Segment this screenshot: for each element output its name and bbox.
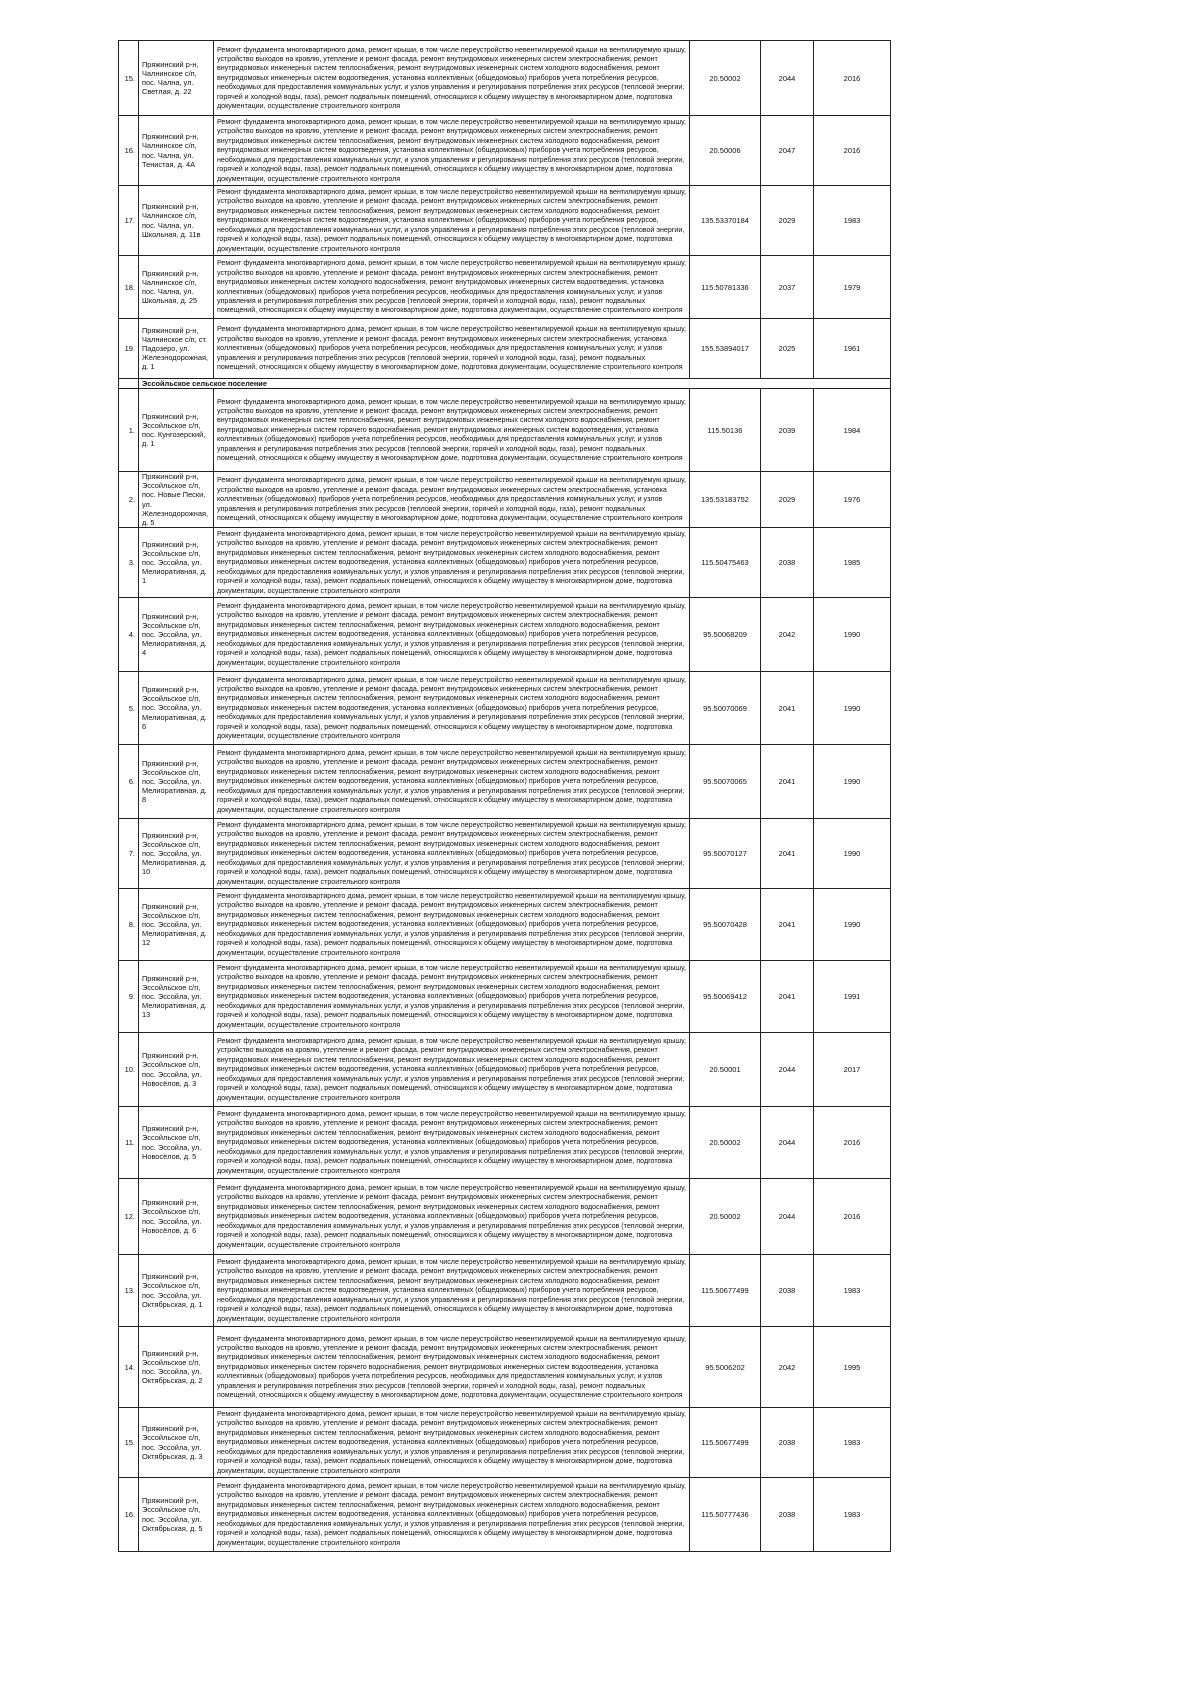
row-cost: 115.50677499 bbox=[690, 1255, 761, 1327]
row-year-built: 1990 bbox=[814, 672, 891, 745]
work-text: Ремонт фундамента многоквартирного дома, ремонт крыши, в том числе переустройство невентилируемой крыши на вентилируемую крышу, устройство выходов на кровлю, утепление и ремонт фасада, ремонт внутридомовых инженерных систем электроснабжения, ремонт внутридомовых инженерных систем теплоснабжения, ремонт внутридомовых инженерных систем холодного водоснабжения, ремонт внутридомовых инженерных систем водоотведения, установка коллективных (общедомовых) приборов учета потребления ресурсов, необходимых для предоставления коммунальных услуг, и узлов управления и регулирования потребления этих ресурсов (тепловой энергии, горячей и холодной воды, газа), ремонт подвальных помещений, относящихся к общему имуществу в многоквартирном доме, подготовка документации, осуществление строительного контроля bbox=[217, 1258, 686, 1323]
work-text: Ремонт фундамента многоквартирного дома, ремонт крыши, в том числе переустройство невентилируемой крыши на вентилируемую крышу, устройство выходов на кровлю, утепление и ремонт фасада, ремонт внутридомовых инженерных систем электроснабжения, ремонт внутридомовых инженерных систем теплоснабжения, ремонт внутридомовых инженерных систем холодного водоснабжения, ремонт внутридомовых инженерных систем горячего водоснабжения, ремонт внутридомовых инженерных систем водоотведения, установка коллективных (общедомовых) приборов учета потребления ресурсов, необходимых для предоставления коммунальных услуг, и узлов управления и регулирования потребления этих ресурсов (тепловой энергии, горячей и холодной воды, газа), ремонт подвальных помещений, относящихся к общему имуществу в многоквартирном доме, подготовка документации, осуществление строительного контроля bbox=[217, 397, 686, 463]
row-work-description bbox=[214, 1327, 690, 1408]
table-row bbox=[119, 819, 891, 889]
row-address: Пряжинский р-н, Эссойльское с/п, пос. Кунгозерский, д. 1 bbox=[139, 389, 214, 472]
row-year-built: 2017 bbox=[814, 1033, 891, 1107]
row-year-built: 2016 bbox=[814, 1179, 891, 1255]
row-address: Пряжинский р-н, Эссойльское с/п, пос. Эссойла, ул. Новосёлов, д. 3 bbox=[139, 1033, 214, 1107]
row-number: 15. bbox=[119, 1408, 139, 1478]
row-work-description bbox=[214, 598, 690, 672]
row-number: 10. bbox=[119, 1033, 139, 1107]
row-number: 17. bbox=[119, 186, 139, 256]
row-address: Пряжинский р-н, Эссойльское с/п, пос. Эссойла, ул. Мелиоративная, д. 1 bbox=[139, 528, 214, 598]
table-row bbox=[119, 116, 891, 186]
work-text: Ремонт фундамента многоквартирного дома, ремонт крыши, в том числе переустройство невентилируемой крыши на вентилируемую крышу, устройство выходов на кровлю, утепление и ремонт фасада, ремонт внутридомовых инженерных систем электроснабжения, ремонт внутридомовых инженерных систем теплоснабжения, ремонт внутридомовых инженерных систем холодного водоснабжения, ремонт внутридомовых инженерных систем водоотведения, установка коллективных (общедомовых) приборов учета потребления ресурсов, необходимых для предоставления коммунальных услуг, и узлов управления и регулирования потребления этих ресурсов (тепловой энергии, горячей и холодной воды, газа), ремонт подвальных помещений, относящихся к общему имуществу в многоквартирном доме, подготовка документации, осуществление строительного контроля bbox=[217, 749, 686, 814]
table-row bbox=[119, 598, 891, 672]
row-number: 16. bbox=[119, 1478, 139, 1552]
row-work-description bbox=[214, 186, 690, 256]
row-cost: 95.50068209 bbox=[690, 598, 761, 672]
row-cost: 115.50677499 bbox=[690, 1408, 761, 1478]
row-address: Пряжинский р-н, Чалнинское с/п, пос. Чална, ул. Школьная, д. 25 bbox=[139, 256, 214, 319]
table-row bbox=[119, 1327, 891, 1408]
row-year-built: 1976 bbox=[814, 472, 891, 528]
work-text: Ремонт фундамента многоквартирного дома, ремонт крыши, в том числе переустройство невентилируемой крыши на вентилируемую крышу, устройство выходов на кровлю, утепление и ремонт фасада, ремонт внутридомовых инженерных систем электроснабжения, ремонт внутридомовых инженерных систем теплоснабжения, ремонт внутридомовых инженерных систем холодного водоснабжения, ремонт внутридомовых инженерных систем горячего водоснабжения, ремонт внутридомовых инженерных систем водоотведения, установка коллективных (общедомовых) приборов учета потребления ресурсов, необходимых для предоставления коммунальных услуг, и узлов управления и регулирования потребления этих ресурсов (тепловой энергии, горячей и холодной воды, газа), ремонт подвальных помещений, относящихся к общему имуществу в многоквартирном доме, подготовка документации, осуществление строительного контроля bbox=[217, 1334, 686, 1400]
row-work-description bbox=[214, 1179, 690, 1255]
row-work-description bbox=[214, 1033, 690, 1107]
row-cost: 20.50006 bbox=[690, 116, 761, 186]
row-number: 3. bbox=[119, 528, 139, 598]
row-year-built: 1991 bbox=[814, 961, 891, 1033]
row-work-description bbox=[214, 889, 690, 961]
row-work-description bbox=[214, 961, 690, 1033]
row-cost: 115.50475463 bbox=[690, 528, 761, 598]
row-address: Пряжинский р-н, Эссойльское с/п, пос. Эссойла, ул. Мелиоративная, д. 6 bbox=[139, 672, 214, 745]
row-year-built: 1995 bbox=[814, 1327, 891, 1408]
row-year-plan: 2044 bbox=[761, 1179, 814, 1255]
row-cost: 95.50070428 bbox=[690, 889, 761, 961]
table-row bbox=[119, 1408, 891, 1478]
row-cost: 95.50070127 bbox=[690, 819, 761, 889]
row-year-plan: 2038 bbox=[761, 1255, 814, 1327]
table-row bbox=[119, 745, 891, 819]
row-work-description bbox=[214, 41, 690, 116]
work-text: Ремонт фундамента многоквартирного дома, ремонт крыши, в том числе переустройство невентилируемой крыши на вентилируемую крышу, устройство выходов на кровлю, утепление и ремонт фасада, ремонт внутридомовых инженерных систем электроснабжения, ремонт внутридомовых инженерных систем теплоснабжения, ремонт внутридомовых инженерных систем холодного водоснабжения, ремонт внутридомовых инженерных систем водоотведения, установка коллективных (общедомовых) приборов учета потребления ресурсов, необходимых для предоставления коммунальных услуг, и узлов управления и регулирования потребления этих ресурсов (тепловой энергии, горячей и холодной воды, газа), ремонт подвальных помещений, относящихся к общему имуществу в многоквартирном доме, подготовка документации, осуществление строительного контроля bbox=[217, 530, 686, 595]
work-text: Ремонт фундамента многоквартирного дома, ремонт крыши, в том числе переустройство невентилируемой крыши на вентилируемую крышу, устройство выходов на кровлю, утепление и ремонт фасада, ремонт внутридомовых инженерных систем электроснабжения, ремонт внутридомовых инженерных систем холодного водоснабжения, ремонт внутридомовых инженерных систем водоотведения, установка коллективных (общедомовых) приборов учета потребления ресурсов, необходимых для предоставления коммунальных услуг, и узлов управления и регулирования потребления этих ресурсов (тепловой энергии, горячей и холодной воды, газа), ремонт подвальных помещений, относящихся к общему имуществу в многоквартирном доме, подготовка документации, осуществление строительного контроля bbox=[217, 259, 686, 315]
row-number: 2. bbox=[119, 472, 139, 528]
row-address: Пряжинский р-н, Эссойльское с/п, пос. Эссойла, ул. Октябрьская, д. 2 bbox=[139, 1327, 214, 1408]
work-text: Ремонт фундамента многоквартирного дома, ремонт крыши, в том числе переустройство невентилируемой крыши на вентилируемую крышу, устройство выходов на кровлю, утепление и ремонт фасада, ремонт внутридомовых инженерных систем электроснабжения, ремонт внутридомовых инженерных систем теплоснабжения, ремонт внутридомовых инженерных систем холодного водоснабжения, ремонт внутридомовых инженерных систем водоотведения, установка коллективных (общедомовых) приборов учета потребления ресурсов, необходимых для предоставления коммунальных услуг, и узлов управления и регулирования потребления этих ресурсов (тепловой энергии, горячей и холодной воды, газа), ремонт подвальных помещений, относящихся к общему имуществу в многоквартирном доме, подготовка документации, осуществление строительного контроля bbox=[217, 821, 686, 886]
table-row bbox=[119, 1107, 891, 1179]
row-work-description bbox=[214, 472, 690, 528]
work-text: Ремонт фундамента многоквартирного дома, ремонт крыши, в том числе переустройство невентилируемой крыши на вентилируемую крышу, устройство выходов на кровлю, утепление и ремонт фасада, ремонт внутридомовых инженерных систем электроснабжения, ремонт внутридомовых инженерных систем теплоснабжения, ремонт внутридомовых инженерных систем холодного водоснабжения, ремонт внутридомовых инженерных систем водоотведения, установка коллективных (общедомовых) приборов учета потребления ресурсов, необходимых для предоставления коммунальных услуг, и узлов управления и регулирования потребления этих ресурсов (тепловой энергии, горячей и холодной воды, газа), ремонт подвальных помещений, относящихся к общему имуществу в многоквартирном доме, подготовка документации, осуществление строительного контроля bbox=[217, 45, 686, 111]
row-cost: 155.53894017 bbox=[690, 319, 761, 379]
row-work-description bbox=[214, 1107, 690, 1179]
row-year-built: 1979 bbox=[814, 256, 891, 319]
row-year-plan: 2038 bbox=[761, 1408, 814, 1478]
row-address: Пряжинский р-н, Эссойльское с/п, пос. Эссойла, ул. Октябрьская, д. 1 bbox=[139, 1255, 214, 1327]
table-row bbox=[119, 41, 891, 116]
row-number: 19. bbox=[119, 319, 139, 379]
work-text: Ремонт фундамента многоквартирного дома, ремонт крыши, в том числе переустройство невентилируемой крыши на вентилируемую крышу, устройство выходов на кровлю, утепление и ремонт фасада, ремонт внутридомовых инженерных систем электроснабжения, ремонт внутридомовых инженерных систем теплоснабжения, ремонт внутридомовых инженерных систем холодного водоснабжения, ремонт внутридомовых инженерных систем водоотведения, установка коллективных (общедомовых) приборов учета потребления ресурсов, необходимых для предоставления коммунальных услуг, и узлов управления и регулирования потребления этих ресурсов (тепловой энергии, горячей и холодной воды, газа), ремонт подвальных помещений, относящихся к общему имуществу в многоквартирном доме, подготовка документации, осуществление строительного контроля bbox=[217, 1184, 686, 1249]
row-year-plan: 2042 bbox=[761, 598, 814, 672]
row-year-plan: 2042 bbox=[761, 1327, 814, 1408]
table-row bbox=[119, 1179, 891, 1255]
table-row bbox=[119, 472, 891, 528]
row-year-built: 1983 bbox=[814, 1478, 891, 1552]
row-year-built: 1983 bbox=[814, 186, 891, 256]
row-year-plan: 2041 bbox=[761, 961, 814, 1033]
row-cost: 115.50777436 bbox=[690, 1478, 761, 1552]
section-row bbox=[119, 379, 891, 389]
table-row bbox=[119, 1033, 891, 1107]
row-cost: 135.53370184 bbox=[690, 186, 761, 256]
row-number: 18. bbox=[119, 256, 139, 319]
row-cost: 95.50069412 bbox=[690, 961, 761, 1033]
row-work-description bbox=[214, 1408, 690, 1478]
row-year-built: 1983 bbox=[814, 1408, 891, 1478]
row-number: 6. bbox=[119, 745, 139, 819]
table-row bbox=[119, 389, 891, 472]
row-cost: 20.50002 bbox=[690, 1107, 761, 1179]
row-number: 12. bbox=[119, 1179, 139, 1255]
row-year-plan: 2039 bbox=[761, 389, 814, 472]
row-year-plan: 2044 bbox=[761, 1033, 814, 1107]
row-work-description bbox=[214, 116, 690, 186]
row-work-description bbox=[214, 528, 690, 598]
work-text: Ремонт фундамента многоквартирного дома, ремонт крыши, в том числе переустройство невентилируемой крыши на вентилируемую крышу, устройство выходов на кровлю, утепление и ремонт фасада, ремонт внутридомовых инженерных систем электроснабжения, ремонт внутридомовых инженерных систем теплоснабжения, ремонт внутридомовых инженерных систем холодного водоснабжения, ремонт внутридомовых инженерных систем водоотведения, установка коллективных (общедомовых) приборов учета потребления ресурсов, необходимых для предоставления коммунальных услуг, и узлов управления и регулирования потребления этих ресурсов (тепловой энергии, горячей и холодной воды, газа), ремонт подвальных помещений, относящихся к общему имуществу в многоквартирном доме, подготовка документации, осуществление строительного контроля bbox=[217, 1037, 686, 1102]
row-work-description bbox=[214, 819, 690, 889]
row-year-built: 1983 bbox=[814, 1255, 891, 1327]
row-year-plan: 2029 bbox=[761, 472, 814, 528]
row-work-description bbox=[214, 672, 690, 745]
section-title: Эссойльское сельское поселение bbox=[139, 379, 891, 389]
document-page bbox=[118, 40, 890, 1552]
table-row bbox=[119, 319, 891, 379]
row-address: Пряжинский р-н, Чалнинское с/п, ст. Падозеро, ул. Железнодорожная, д. 1 bbox=[139, 319, 214, 379]
row-address: Пряжинский р-н, Чалнинское с/п, пос. Чална, ул. Тенистая, д. 4А bbox=[139, 116, 214, 186]
row-year-plan: 2044 bbox=[761, 1107, 814, 1179]
row-year-plan: 2041 bbox=[761, 745, 814, 819]
table-row bbox=[119, 256, 891, 319]
work-text: Ремонт фундамента многоквартирного дома, ремонт крыши, в том числе переустройство невентилируемой крыши на вентилируемую крышу, устройство выходов на кровлю, утепление и ремонт фасада, ремонт внутридомовых инженерных систем электроснабжения, ремонт внутридомовых инженерных систем теплоснабжения, ремонт внутридомовых инженерных систем холодного водоснабжения, ремонт внутридомовых инженерных систем водоотведения, установка коллективных (общедомовых) приборов учета потребления ресурсов, необходимых для предоставления коммунальных услуг, и узлов управления и регулирования потребления этих ресурсов (тепловой энергии, горячей и холодной воды, газа), ремонт подвальных помещений, относящихся к общему имуществу в многоквартирном доме, подготовка документации, осуществление строительного контроля bbox=[217, 1410, 686, 1475]
row-number: 16. bbox=[119, 116, 139, 186]
row-number: 1. bbox=[119, 389, 139, 472]
row-year-built: 1990 bbox=[814, 819, 891, 889]
row-number: 13. bbox=[119, 1255, 139, 1327]
repair-program-table bbox=[118, 40, 891, 1552]
row-work-description bbox=[214, 256, 690, 319]
work-text: Ремонт фундамента многоквартирного дома, ремонт крыши, в том числе переустройство невентилируемой крыши на вентилируемую крышу, устройство выходов на кровлю, утепление и ремонт фасада, ремонт внутридомовых инженерных систем электроснабжения, ремонт внутридомовых инженерных систем теплоснабжения, ремонт внутридомовых инженерных систем холодного водоснабжения, ремонт внутридомовых инженерных систем водоотведения, установка коллективных (общедомовых) приборов учета потребления ресурсов, необходимых для предоставления коммунальных услуг, и узлов управления и регулирования потребления этих ресурсов (тепловой энергии, горячей и холодной воды, газа), ремонт подвальных помещений, относящихся к общему имуществу в многоквартирном доме, подготовка документации, осуществление строительного контроля bbox=[217, 188, 686, 253]
row-address: Пряжинский р-н, Чалнинское с/п, пос. Чална, ул. Школьная, д. 11в bbox=[139, 186, 214, 256]
row-year-built: 1984 bbox=[814, 389, 891, 472]
row-address: Пряжинский р-н, Эссойльское с/п, пос. Эссойла, ул. Мелиоративная, д. 4 bbox=[139, 598, 214, 672]
row-year-plan: 2038 bbox=[761, 528, 814, 598]
row-year-built: 1990 bbox=[814, 598, 891, 672]
row-year-plan: 2037 bbox=[761, 256, 814, 319]
row-year-plan: 2029 bbox=[761, 186, 814, 256]
row-number: 5. bbox=[119, 672, 139, 745]
row-cost: 95.5006202 bbox=[690, 1327, 761, 1408]
row-cost: 20.50002 bbox=[690, 1179, 761, 1255]
row-year-built: 2016 bbox=[814, 1107, 891, 1179]
work-text: Ремонт фундамента многоквартирного дома, ремонт крыши, в том числе переустройство невентилируемой крыши на вентилируемую крышу, устройство выходов на кровлю, утепление и ремонт фасада, ремонт внутридомовых инженерных систем электроснабжения, ремонт внутридомовых инженерных систем теплоснабжения, ремонт внутридомовых инженерных систем холодного водоснабжения, ремонт внутридомовых инженерных систем водоотведения, установка коллективных (общедомовых) приборов учета потребления ресурсов, необходимых для предоставления коммунальных услуг, и узлов управления и регулирования потребления этих ресурсов (тепловой энергии, горячей и холодной воды, газа), ремонт подвальных помещений, относящихся к общему имуществу в многоквартирном доме, подготовка документации, осуществление строительного контроля bbox=[217, 964, 686, 1029]
row-number: 11. bbox=[119, 1107, 139, 1179]
work-text: Ремонт фундамента многоквартирного дома, ремонт крыши, в том числе переустройство невентилируемой крыши на вентилируемую крышу, устройство выходов на кровлю, утепление и ремонт фасада, ремонт внутридомовых инженерных систем электроснабжения, ремонт внутридомовых инженерных систем теплоснабжения, ремонт внутридомовых инженерных систем холодного водоснабжения, ремонт внутридомовых инженерных систем водоотведения, установка коллективных (общедомовых) приборов учета потребления ресурсов, необходимых для предоставления коммунальных услуг, и узлов управления и регулирования потребления этих ресурсов (тепловой энергии, горячей и холодной воды, газа), ремонт подвальных помещений, относящихся к общему имуществу в многоквартирном доме, подготовка документации, осуществление строительного контроля bbox=[217, 1482, 686, 1547]
essoila-rows bbox=[119, 389, 891, 1552]
row-work-description bbox=[214, 389, 690, 472]
row-work-description bbox=[214, 319, 690, 379]
row-year-built: 1985 bbox=[814, 528, 891, 598]
row-year-plan: 2041 bbox=[761, 672, 814, 745]
work-text: Ремонт фундамента многоквартирного дома, ремонт крыши, в том числе переустройство невентилируемой крыши на вентилируемую крышу, устройство выходов на кровлю, утепление и ремонт фасада, ремонт внутридомовых инженерных систем электроснабжения, ремонт внутридомовых инженерных систем теплоснабжения, ремонт внутридомовых инженерных систем холодного водоснабжения, ремонт внутридомовых инженерных систем водоотведения, установка коллективных (общедомовых) приборов учета потребления ресурсов, необходимых для предоставления коммунальных услуг, и узлов управления и регулирования потребления этих ресурсов (тепловой энергии, горячей и холодной воды, газа), ремонт подвальных помещений, относящихся к общему имуществу в многоквартирном доме, подготовка документации, осуществление строительного контроля bbox=[217, 892, 686, 957]
row-address: Пряжинский р-н, Эссойльское с/п, пос. Эссойла, ул. Новосёлов, д. 5 bbox=[139, 1107, 214, 1179]
row-number: 7. bbox=[119, 819, 139, 889]
table-row bbox=[119, 961, 891, 1033]
row-year-plan: 2025 bbox=[761, 319, 814, 379]
work-text: Ремонт фундамента многоквартирного дома, ремонт крыши, в том числе переустройство невентилируемой крыши на вентилируемую крышу, устройство выходов на кровлю, утепление и ремонт фасада, ремонт внутридомовых инженерных систем электроснабжения, установка коллективных (общедомовых) приборов учета потребления ресурсов, необходимых для предоставления коммунальных услуг, и узлов управления и регулирования потребления этих ресурсов (тепловой энергии, горячей и холодной воды, газа), ремонт подвальных помещений, относящихся к общему имуществу в многоквартирном доме, подготовка документации, осуществление строительного контроля bbox=[217, 476, 686, 523]
row-number: 8. bbox=[119, 889, 139, 961]
row-work-description bbox=[214, 745, 690, 819]
row-address: Пряжинский р-н, Эссойльское с/п, пос. Эссойла, ул. Мелиоративная, д. 13 bbox=[139, 961, 214, 1033]
row-year-plan: 2038 bbox=[761, 1478, 814, 1552]
work-text: Ремонт фундамента многоквартирного дома, ремонт крыши, в том числе переустройство невентилируемой крыши на вентилируемую крышу, устройство выходов на кровлю, утепление и ремонт фасада, ремонт внутридомовых инженерных систем электроснабжения, ремонт внутридомовых инженерных систем теплоснабжения, ремонт внутридомовых инженерных систем холодного водоснабжения, ремонт внутридомовых инженерных систем водоотведения, установка коллективных (общедомовых) приборов учета потребления ресурсов, необходимых для предоставления коммунальных услуг, и узлов управления и регулирования потребления этих ресурсов (тепловой энергии, горячей и холодной воды, газа), ремонт подвальных помещений, относящихся к общему имуществу в многоквартирном доме, подготовка документации, осуществление строительного контроля bbox=[217, 675, 686, 741]
row-cost: 20.50001 bbox=[690, 1033, 761, 1107]
row-number: 4. bbox=[119, 598, 139, 672]
table-row bbox=[119, 889, 891, 961]
row-year-built: 1961 bbox=[814, 319, 891, 379]
row-year-built: 1990 bbox=[814, 745, 891, 819]
row-year-plan: 2044 bbox=[761, 41, 814, 116]
table-row bbox=[119, 1478, 891, 1552]
work-text: Ремонт фундамента многоквартирного дома, ремонт крыши, в том числе переустройство невентилируемой крыши на вентилируемую крышу, устройство выходов на кровлю, утепление и ремонт фасада, ремонт внутридомовых инженерных систем электроснабжения, установка коллективных (общедомовых) приборов учета потребления ресурсов, необходимых для предоставления коммунальных услуг, и узлов управления и регулирования потребления этих ресурсов (тепловой энергии, горячей и холодной воды, газа), ремонт подвальных помещений, относящихся к общему имуществу в многоквартирном доме, подготовка документации, осуществление строительного контроля bbox=[217, 325, 686, 372]
row-address: Пряжинский р-н, Эссойльское с/п, пос. Эссойла, ул. Октябрьская, д. 5 bbox=[139, 1478, 214, 1552]
row-year-plan: 2041 bbox=[761, 889, 814, 961]
row-number: 9. bbox=[119, 961, 139, 1033]
row-address: Пряжинский р-н, Эссойльское с/п, пос. Эссойла, ул. Мелиоративная, д. 10 bbox=[139, 819, 214, 889]
row-year-built: 1990 bbox=[814, 889, 891, 961]
row-cost: 115.50136 bbox=[690, 389, 761, 472]
table-row bbox=[119, 528, 891, 598]
row-cost: 95.50070069 bbox=[690, 672, 761, 745]
work-text: Ремонт фундамента многоквартирного дома, ремонт крыши, в том числе переустройство невентилируемой крыши на вентилируемую крышу, устройство выходов на кровлю, утепление и ремонт фасада, ремонт внутридомовых инженерных систем электроснабжения, ремонт внутридомовых инженерных систем теплоснабжения, ремонт внутридомовых инженерных систем холодного водоснабжения, ремонт внутридомовых инженерных систем водоотведения, установка коллективных (общедомовых) приборов учета потребления ресурсов, необходимых для предоставления коммунальных услуг, и узлов управления и регулирования потребления этих ресурсов (тепловой энергии, горячей и холодной воды, газа), ремонт подвальных помещений, относящихся к общему имуществу в многоквартирном доме, подготовка документации, осуществление строительного контроля bbox=[217, 118, 686, 183]
row-cost: 115.50781336 bbox=[690, 256, 761, 319]
row-number: 15. bbox=[119, 41, 139, 116]
work-text: Ремонт фундамента многоквартирного дома, ремонт крыши, в том числе переустройство невентилируемой крыши на вентилируемую крышу, устройство выходов на кровлю, утепление и ремонт фасада, ремонт внутридомовых инженерных систем электроснабжения, ремонт внутридомовых инженерных систем теплоснабжения, ремонт внутридомовых инженерных систем холодного водоснабжения, ремонт внутридомовых инженерных систем водоотведения, установка коллективных (общедомовых) приборов учета потребления ресурсов, необходимых для предоставления коммунальных услуг, и узлов управления и регулирования потребления этих ресурсов (тепловой энергии, горячей и холодной воды, газа), ремонт подвальных помещений, относящихся к общему имуществу в многоквартирном доме, подготовка документации, осуществление строительного контроля bbox=[217, 602, 686, 667]
row-address: Пряжинский р-н, Эссойльское с/п, пос. Эссойла, ул. Новосёлов, д. 6 bbox=[139, 1179, 214, 1255]
row-work-description bbox=[214, 1255, 690, 1327]
row-address: Пряжинский р-н, Эссойльское с/п, пос. Новые Пески, ул. Железнодорожная, д. 5 bbox=[139, 472, 214, 528]
row-work-description bbox=[214, 1478, 690, 1552]
table-row bbox=[119, 672, 891, 745]
row-year-plan: 2047 bbox=[761, 116, 814, 186]
row-address: Пряжинский р-н, Эссойльское с/п, пос. Эссойла, ул. Октябрьская, д. 3 bbox=[139, 1408, 214, 1478]
row-address: Пряжинский р-н, Эссойльское с/п, пос. Эссойла, ул. Мелиоративная, д. 12 bbox=[139, 889, 214, 961]
table-row bbox=[119, 186, 891, 256]
chalna-rows bbox=[119, 41, 891, 379]
row-year-plan: 2041 bbox=[761, 819, 814, 889]
row-cost: 135.53183752 bbox=[690, 472, 761, 528]
row-cost: 95.50070065 bbox=[690, 745, 761, 819]
row-number: 14. bbox=[119, 1327, 139, 1408]
row-cost: 20.50002 bbox=[690, 41, 761, 116]
row-year-built: 2016 bbox=[814, 116, 891, 186]
row-year-built: 2016 bbox=[814, 41, 891, 116]
table-row bbox=[119, 1255, 891, 1327]
row-address: Пряжинский р-н, Чалнинское с/п, пос. Чална, ул. Светлая, д. 22 bbox=[139, 41, 214, 116]
work-text: Ремонт фундамента многоквартирного дома, ремонт крыши, в том числе переустройство невентилируемой крыши на вентилируемую крышу, устройство выходов на кровлю, утепление и ремонт фасада, ремонт внутридомовых инженерных систем электроснабжения, ремонт внутридомовых инженерных систем теплоснабжения, ремонт внутридомовых инженерных систем холодного водоснабжения, ремонт внутридомовых инженерных систем водоотведения, установка коллективных (общедомовых) приборов учета потребления ресурсов, необходимых для предоставления коммунальных услуг, и узлов управления и регулирования потребления этих ресурсов (тепловой энергии, горячей и холодной воды, газа), ремонт подвальных помещений, относящихся к общему имуществу в многоквартирном доме, подготовка документации, осуществление строительного контроля bbox=[217, 1110, 686, 1175]
section-header bbox=[119, 379, 891, 389]
row-address: Пряжинский р-н, Эссойльское с/п, пос. Эссойла, ул. Мелиоративная, д. 8 bbox=[139, 745, 214, 819]
